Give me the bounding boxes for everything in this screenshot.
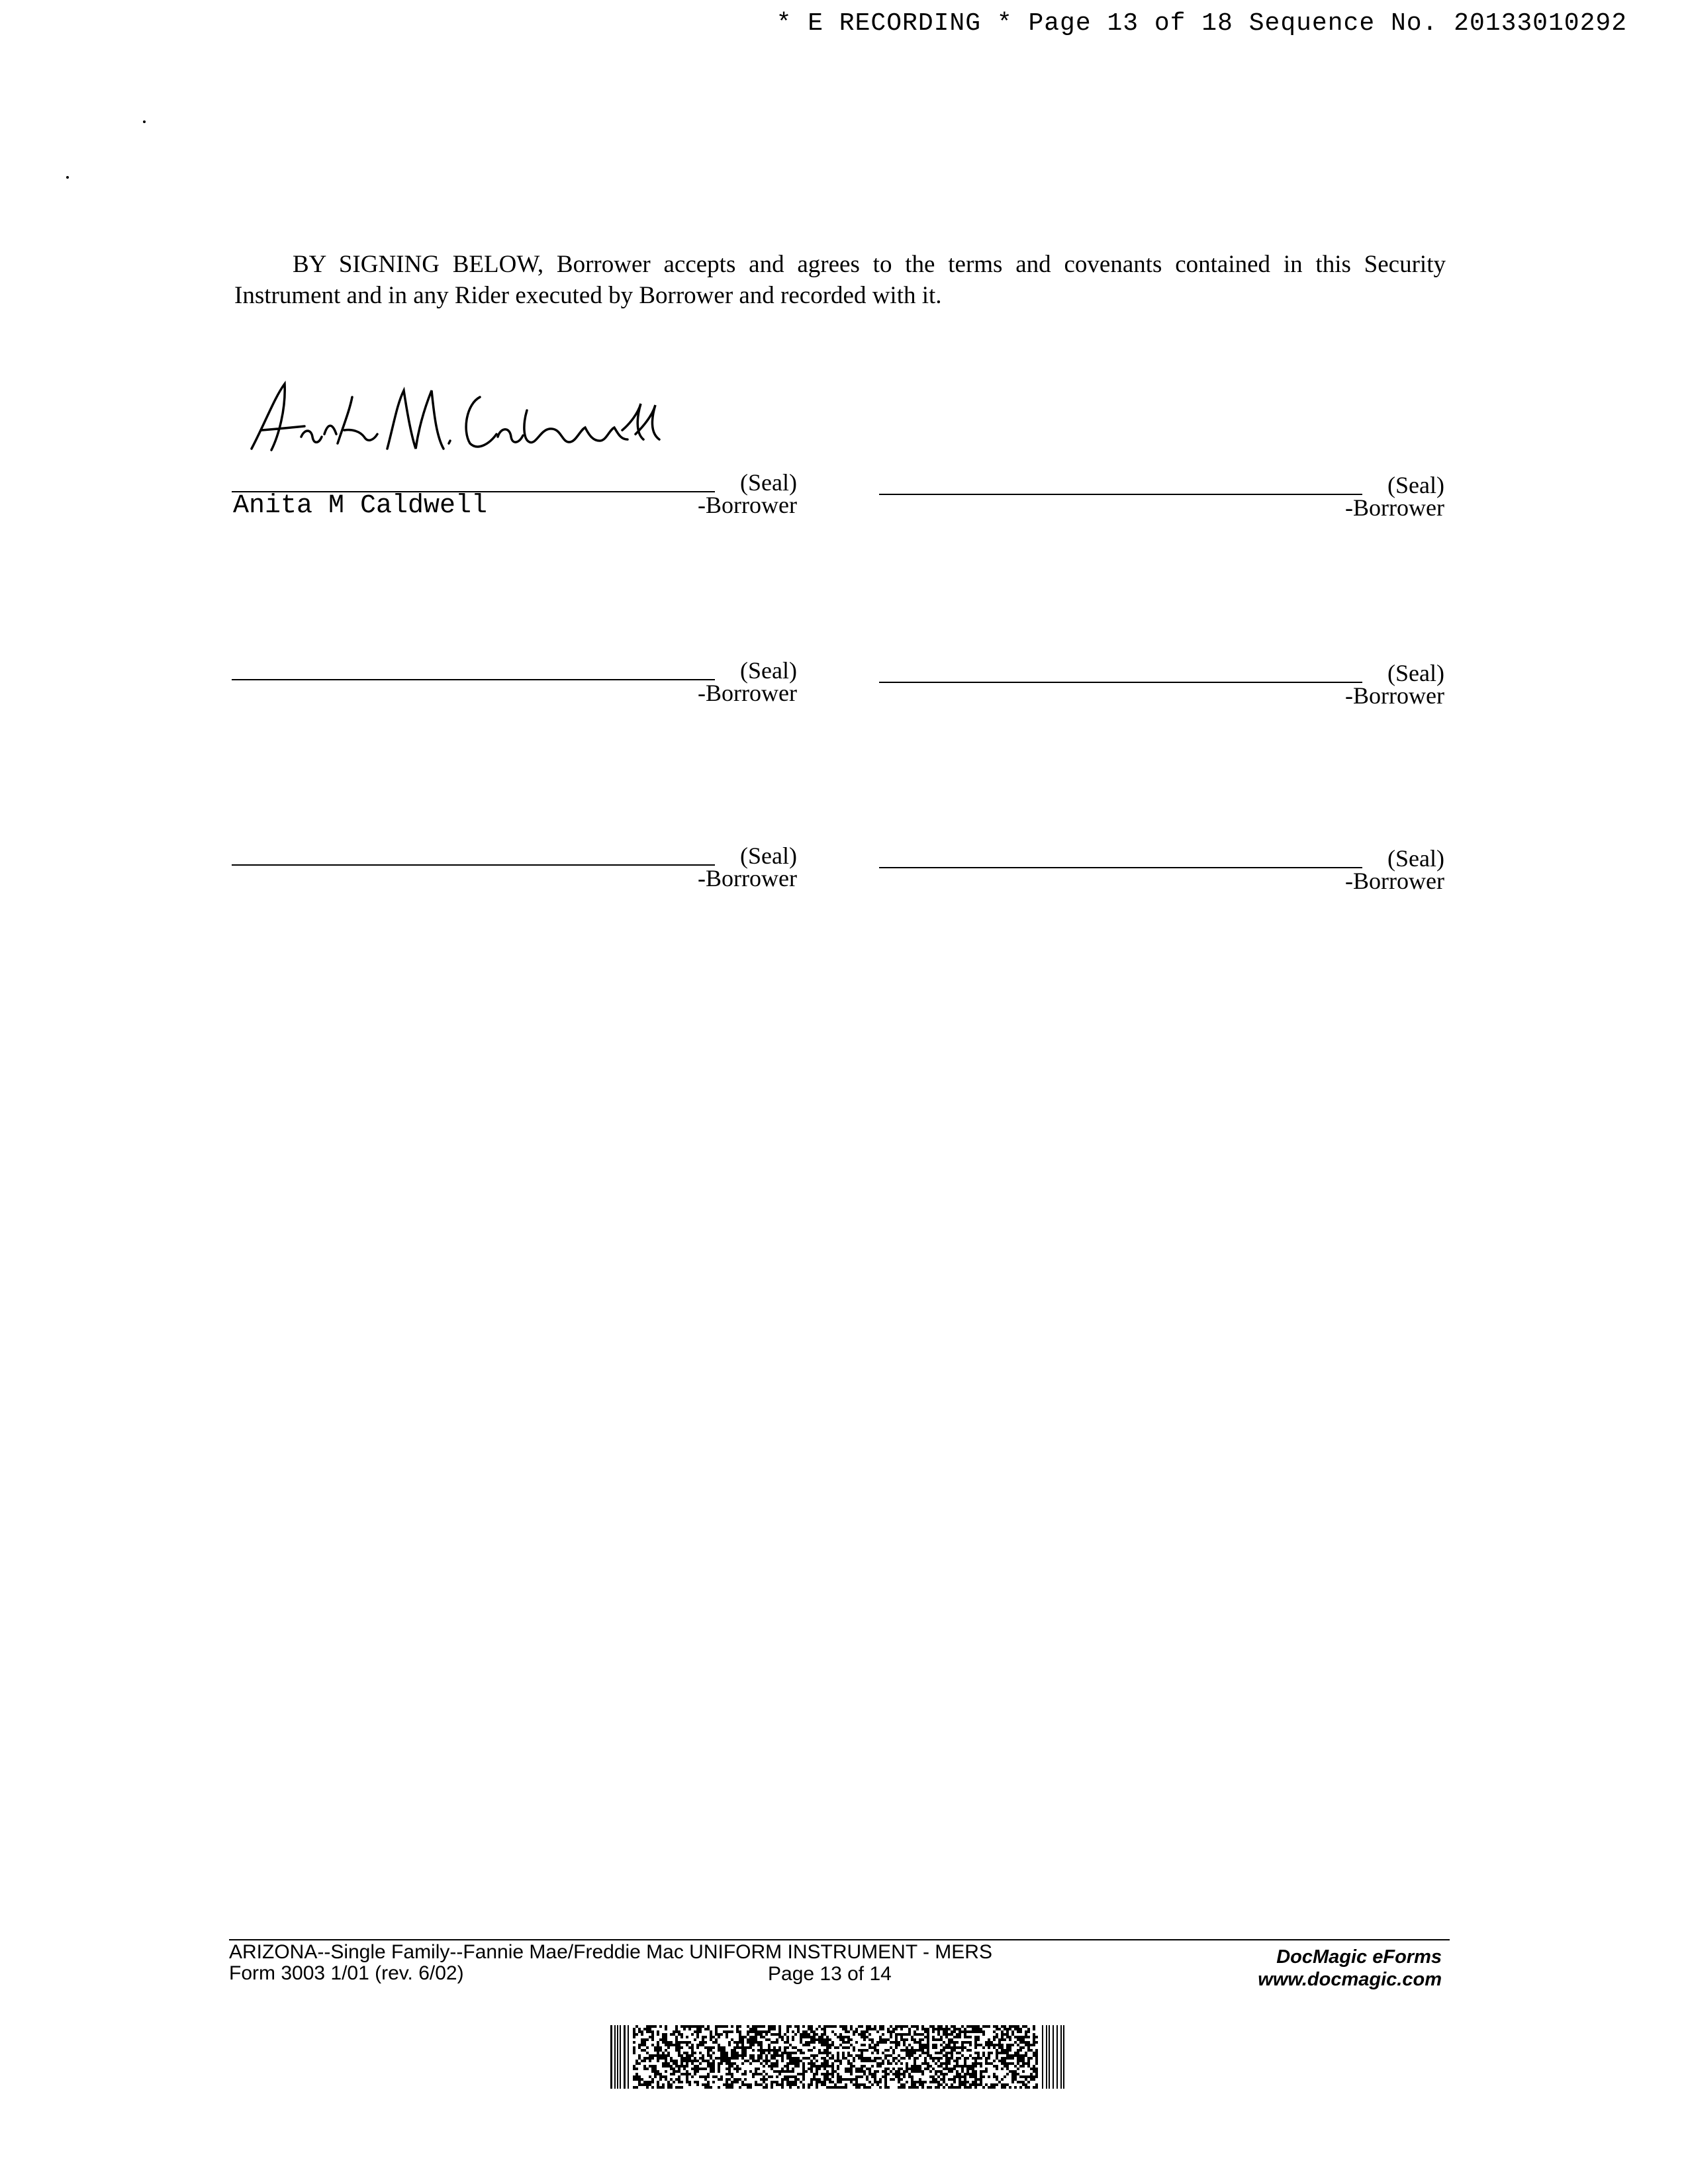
typed-signer-name: Anita M Caldwell xyxy=(233,491,488,521)
borrower-label: -Borrower xyxy=(698,865,797,891)
brand-forms: eForms xyxy=(1372,1946,1442,1968)
scan-speck xyxy=(66,176,69,179)
handwritten-signature xyxy=(238,371,662,463)
seal-label: (Seal) xyxy=(1387,845,1444,872)
borrower-label: -Borrower xyxy=(698,492,797,518)
signature-block-1 xyxy=(232,430,797,521)
signature-block-3 xyxy=(232,617,797,706)
signature-block-5 xyxy=(232,803,797,891)
borrower-label: -Borrower xyxy=(1345,868,1444,894)
form-title: ARIZONA--Single Family--Fannie Mae/Freddie Mac UNIFORM INSTRUMENT - MERS xyxy=(229,1941,992,1963)
signature-line xyxy=(879,682,1362,683)
page-number: Page 13 of 14 xyxy=(768,1963,892,1985)
borrower-label: -Borrower xyxy=(1345,682,1444,709)
docmagic-logo xyxy=(1258,1946,1442,1991)
seal-label: (Seal) xyxy=(740,657,797,684)
brand-url: www.docmagic.com xyxy=(1258,1969,1442,1990)
signing-statement-text: BY SIGNING BELOW, Borrower accepts and agrees to the terms and covenants contained in this Security Instrument and in any Rider executed by Borrower and recorded with it. xyxy=(234,251,1446,309)
recording-header: * E RECORDING * Page 13 of 18 Sequence No. 20133010292 xyxy=(776,9,1627,38)
signature-block-2 xyxy=(879,430,1444,521)
signature-block-6 xyxy=(879,803,1444,894)
brand-name: DocMagic xyxy=(1276,1946,1368,1968)
footer-divider xyxy=(229,1939,1450,1940)
seal-label: (Seal) xyxy=(1387,472,1444,498)
borrower-label: -Borrower xyxy=(698,680,797,706)
signature-block-4 xyxy=(879,617,1444,709)
signature-line xyxy=(232,864,715,866)
signature-line xyxy=(879,494,1362,495)
barcode-image xyxy=(610,2025,1066,2089)
seal-label: (Seal) xyxy=(740,842,797,869)
borrower-label: -Borrower xyxy=(1345,494,1444,521)
seal-label: (Seal) xyxy=(1387,660,1444,686)
signature-line xyxy=(879,867,1362,868)
signature-line xyxy=(232,679,715,680)
signing-statement xyxy=(234,249,1446,311)
seal-label: (Seal) xyxy=(740,469,797,496)
scan-speck xyxy=(143,120,146,123)
form-number: Form 3003 1/01 (rev. 6/02) xyxy=(229,1962,464,1984)
